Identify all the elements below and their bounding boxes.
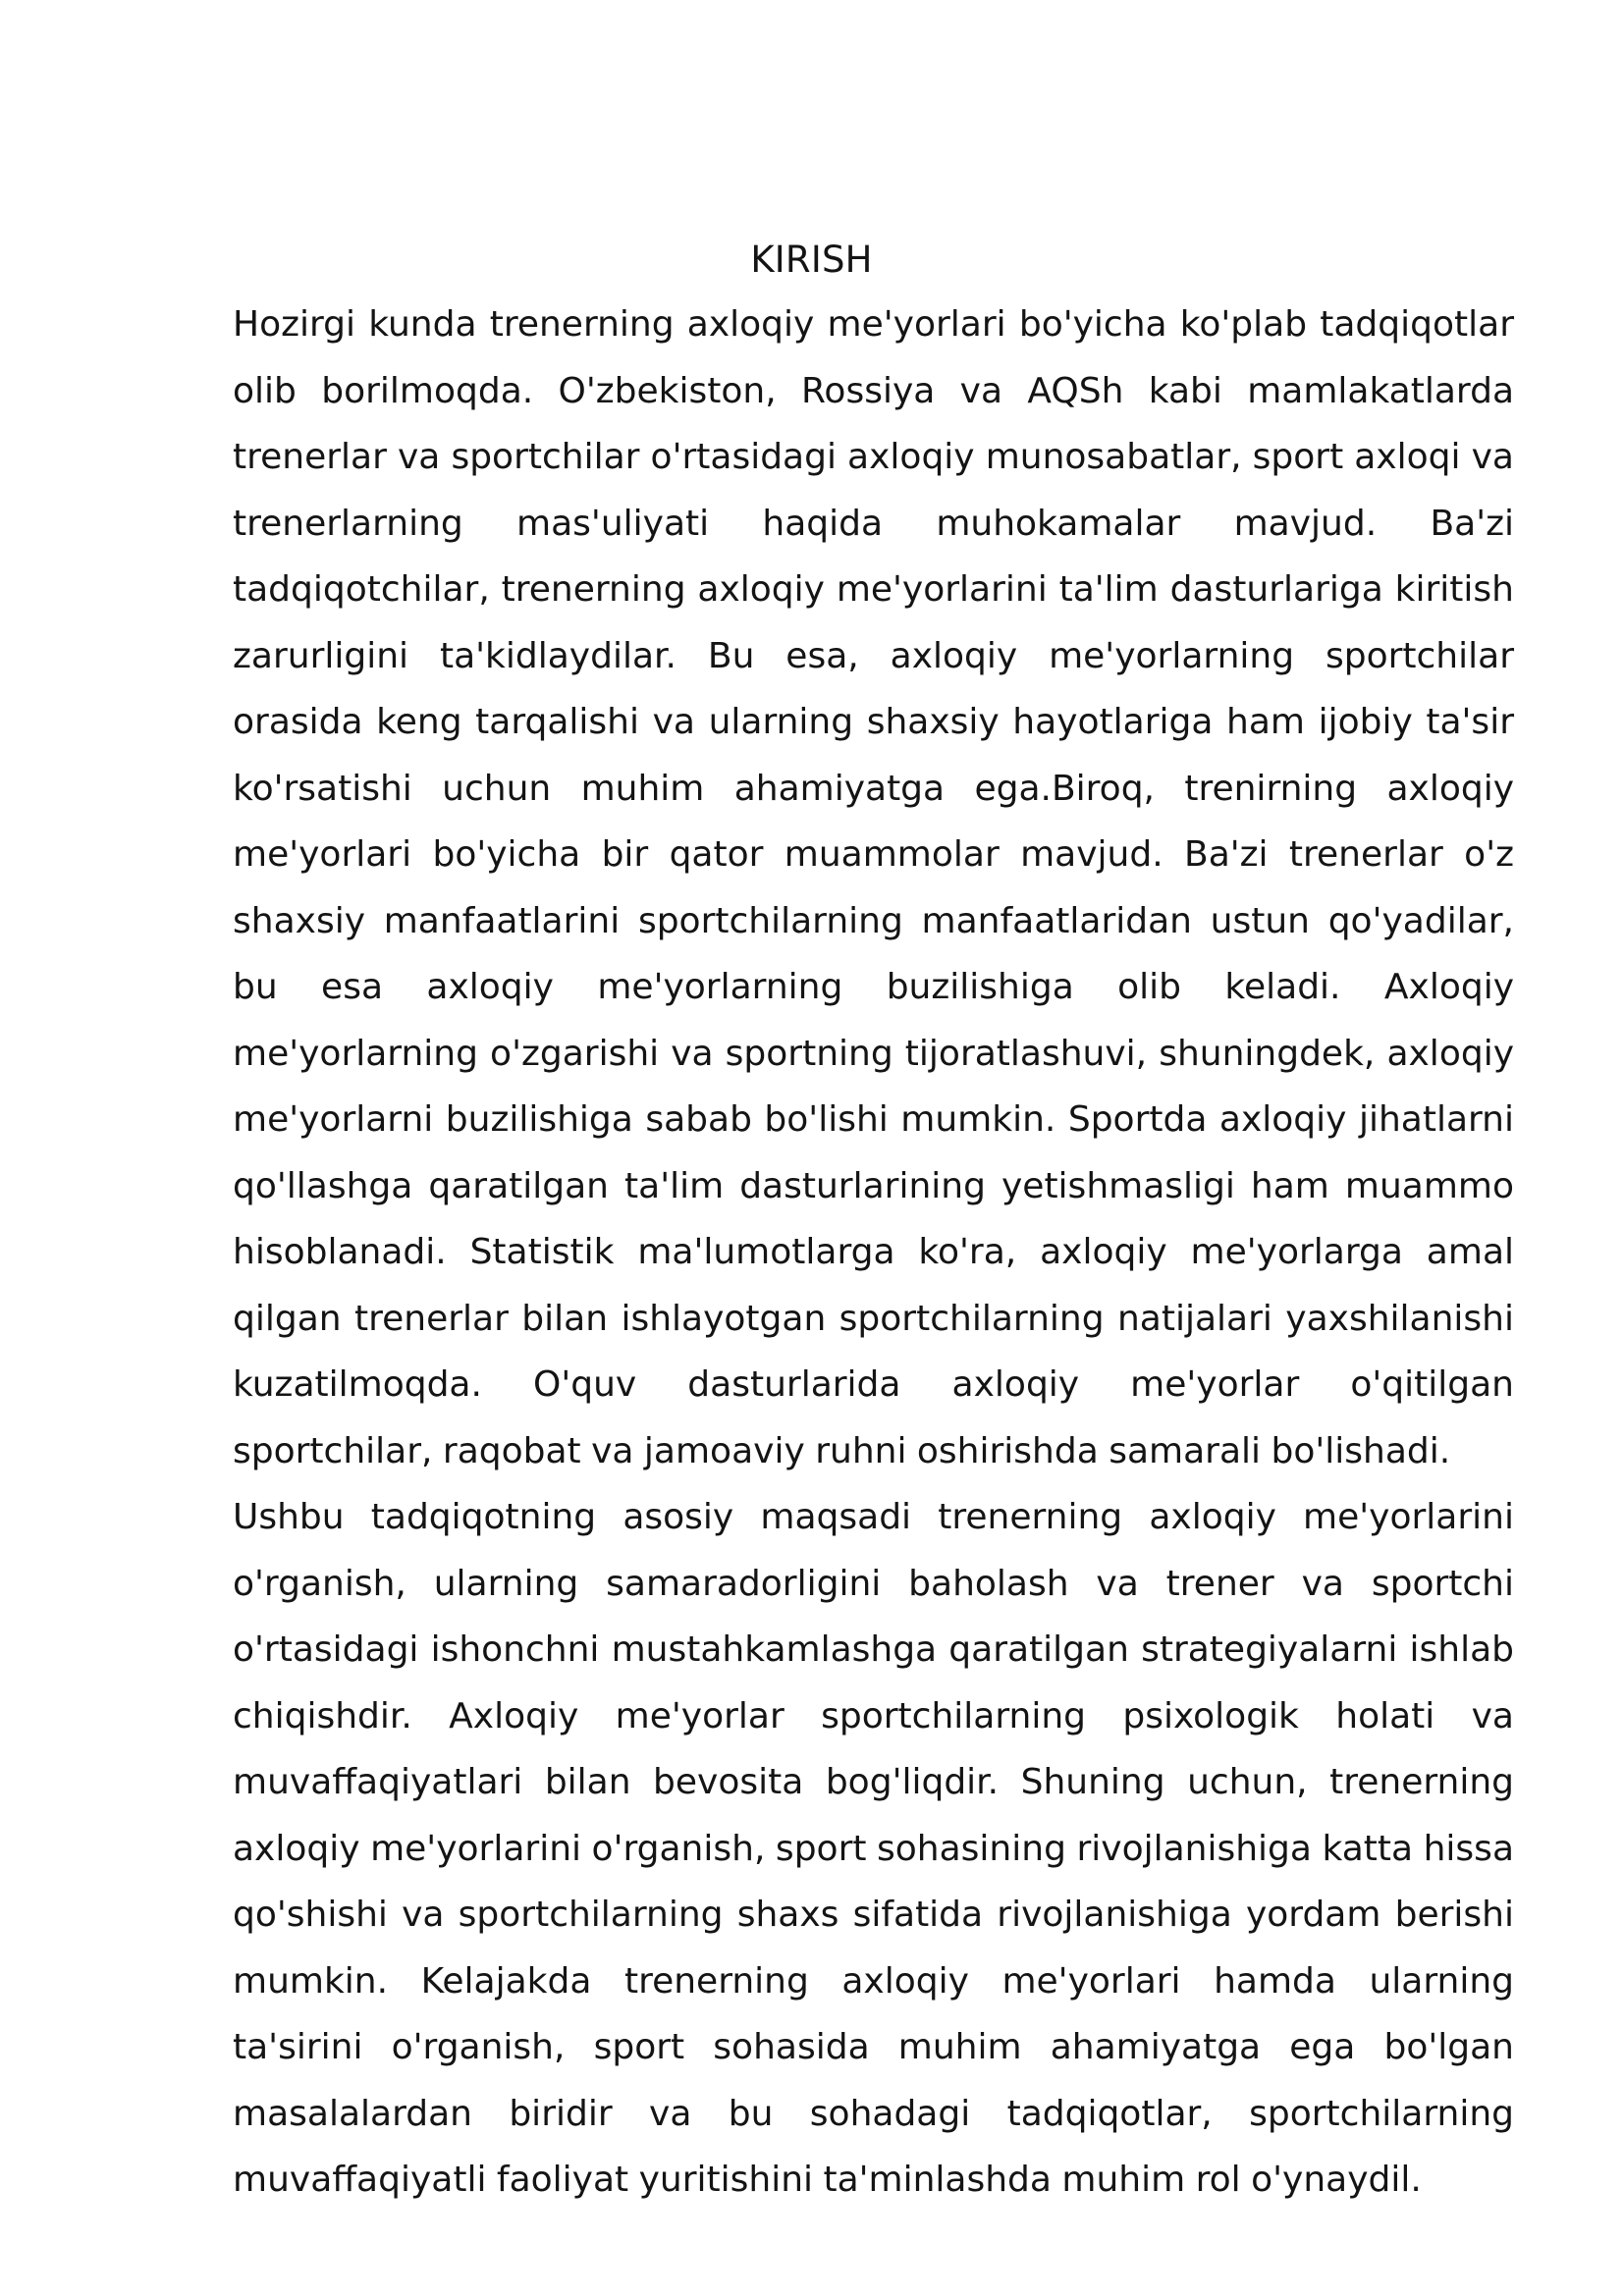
body-text (233, 292, 1514, 2214)
section-heading: KIRISH (750, 239, 873, 281)
paragraph-research-goal: Ushbu tadqiqotning asosiy maqsadi trenerning axloqiy me'yorlarini o'rganish, ularning samaradorligini baholash va trener va sportchi o'rtasidagi ishonchni mustahkamlashga qaratilgan strategiyalarni ishlab chiqishdir. Axloqiy me'yorlar sportchilarning psixologik holati va muvaffaqiyatlari bilan bevosita bog'liqdir. Shuning uchun, trenerning axloqiy me'yorlarini o'rganish, sport sohasining rivojlanishiga katta hissa qo'shishi va sportchilarning shaxs sifatida rivojlanishiga yordam berishi mumkin. Kelajakda trenerning axloqiy me'yorlari hamda ularning ta'sirini o'rganish, sport sohasida muhim ahamiyatga ega bo'lgan masalalardan biridir va bu sohadagi tadqiqotlar, sportchilarning muvaffaqiyatli faoliyat yuritishini ta'minlashda muhim rol o'ynaydil. (233, 1497, 1514, 2200)
paragraph-introduction: Hozirgi kunda trenerning axloqiy me'yorlari bo'yicha ko'plab tadqiqotlar olib borilmoqda. O'zbekiston, Rossiya va AQSh kabi mamlakatlarda trenerlar va sportchilar o'rtasidagi axloqiy munosabatlar, sport axloqi va trenerlarning mas'uliyati haqida muhokamalar mavjud. Ba'zi tadqiqotchilar, trenerning axloqiy me'yorlarini ta'lim dasturlariga kiritish zarurligini ta'kidlaydilar. Bu esa, axloqiy me'yorlarning sportchilar orasida keng tarqalishi va ularning shaxsiy hayotlariga ham ijobiy ta'sir ko'rsatishi uchun muhim ahamiyatga ega.Biroq, trenirning axloqiy me'yorlari bo'yicha bir qator muammolar mavjud. Ba'zi trenerlar o'z shaxsiy manfaatlarini sportchilarning manfaatlaridan ustun qo'yadilar, bu esa axloqiy me'yorlarning buzilishiga olib keladi. Axloqiy me'yorlarning o'zgarishi va sportning tijoratlashuvi, shuningdek, axloqiy me'yorlarni buzilishiga sabab bo'lishi mumkin. Sportda axloqiy jihatlarni qo'llashga qaratilgan ta'lim dasturlarining yetishmasligi ham muammo hisoblanadi. Statistik ma'lumotlarga ko'ra, axloqiy me'yorlarga amal qilgan trenerlar bilan ishlayotgan sportchilarning natijalari yaxshilanishi kuzatilmoqda. O'quv dasturlarida axloqiy me'yorlar o'qitilgan sportchilar, raqobat va jamoaviy ruhni oshirishda samarali bo'lishadi. (233, 304, 1514, 1471)
